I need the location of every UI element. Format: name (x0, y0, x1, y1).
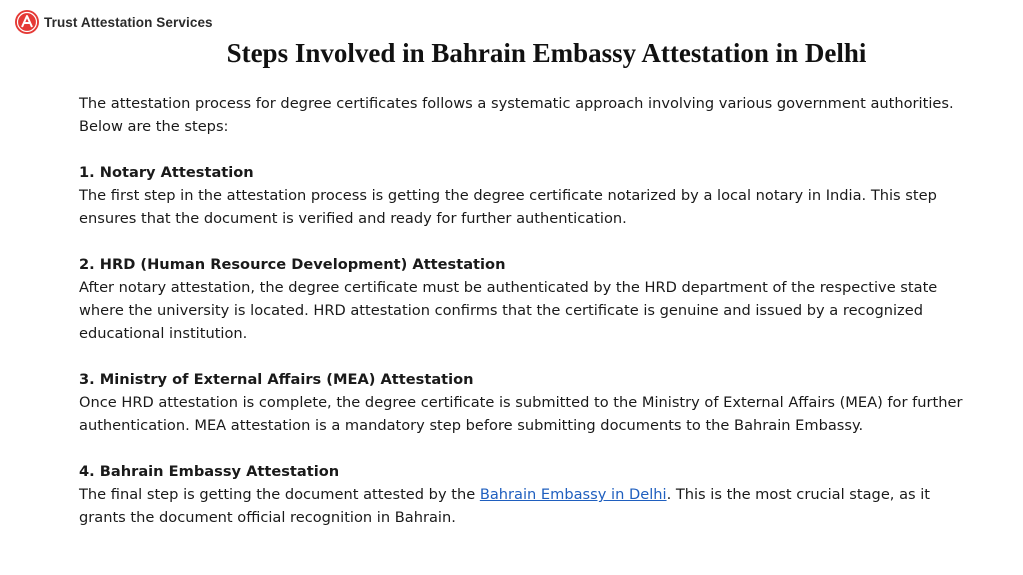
article-body (79, 92, 979, 552)
step-embassy (79, 460, 979, 529)
brand-name: Trust Attestation Services (44, 14, 213, 30)
step-mea (79, 368, 979, 437)
intro-paragraph: The attestation process for degree certificates follows a systematic approach involving various government authorities. Below are the steps: (79, 95, 954, 135)
page-title: Steps Involved in Bahrain Embassy Attestation in Delhi (226, 38, 867, 68)
step-hrd (79, 253, 979, 345)
step-body-start: The final step is getting the document attested by the (79, 486, 480, 503)
step-body: After notary attestation, the degree certificate must be authenticated by the HRD department of the respective state where the university is located. HRD attestation confirms that the certificate is genuine and issued by a recognized educational institution. (79, 279, 938, 342)
step-heading: 2. HRD (Human Resource Development) Attestation (79, 256, 506, 273)
logo-icon (14, 9, 40, 35)
bahrain-embassy-link[interactable]: Bahrain Embassy in Delhi (479, 486, 667, 503)
step-heading: 1. Notary Attestation (79, 164, 254, 181)
brand-logo[interactable] (14, 9, 213, 35)
step-body: Once HRD attestation is complete, the degree certificate is submitted to the Ministry of External Affairs (MEA) for further authentication. MEA attestation is a mandatory step before submitting documents to the Bahrain Embassy. (79, 394, 963, 434)
step-heading: 4. Bahrain Embassy Attestation (79, 463, 340, 480)
step-notary (79, 161, 979, 230)
step-body (79, 483, 979, 529)
step-body: The first step in the attestation process is getting the degree certificate notarized by a local notary in India. This step ensures that the document is verified and ready for further authentication. (79, 187, 937, 227)
step-body-end: . This is the most crucial stage, as it grants the document official recognition in Bahrain. (79, 486, 931, 526)
step-heading: 3. Ministry of External Affairs (MEA) Attestation (79, 371, 474, 388)
